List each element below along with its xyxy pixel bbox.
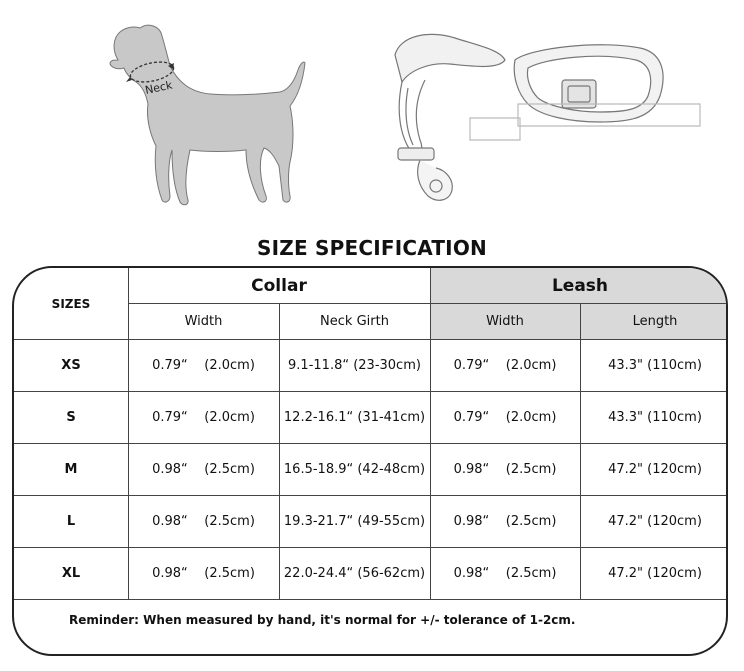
- neck-girth-header: Neck Girth: [320, 313, 389, 329]
- collar-width-cell: 0.79“ (2.0cm): [152, 409, 255, 425]
- length-cell: 43.3" (110cm): [608, 357, 702, 373]
- neck-girth-cell: 22.0-24.4“ (56-62cm): [283, 565, 426, 581]
- size-label-s: S: [66, 409, 76, 425]
- leash-width-cell: 0.98“ (2.5cm): [453, 513, 557, 529]
- collar-width-cell: 0.98“ (2.5cm): [152, 461, 255, 477]
- neck-label: Neck: [143, 78, 174, 97]
- neck-girth-cell: 12.2-16.1“ (31-41cm): [283, 409, 426, 425]
- collar-width-cell: 0.79“ (2.0cm): [152, 357, 255, 373]
- collar-width-cell: 0.98“ (2.5cm): [152, 565, 255, 581]
- length-cell: 47.2" (120cm): [608, 565, 702, 581]
- dog-silhouette-icon: [110, 25, 305, 205]
- neck-girth-cell: 19.3-21.7“ (49-55cm): [283, 513, 426, 529]
- leash-header: Leash: [551, 275, 609, 296]
- leash-width-cell: 0.98“ (2.5cm): [453, 461, 557, 477]
- collar-width-cell: 0.98“ (2.5cm): [152, 513, 255, 529]
- length-cell: 47.2" (120cm): [608, 513, 702, 529]
- collar-width-header: Width: [184, 313, 223, 329]
- sizes-header: SIZES: [51, 296, 91, 311]
- neck-girth-cell: 9.1-11.8“ (23-30cm): [288, 357, 421, 373]
- leash-width-cell: 0.98“ (2.5cm): [453, 565, 557, 581]
- leash-collar-sketch-icon: [395, 34, 700, 200]
- reminder-note: Reminder: When measured by hand, it's normal for +/- tolerance of 1-2cm.: [69, 613, 576, 627]
- size-table: [12, 266, 728, 656]
- leash-width-header: Width: [486, 313, 524, 329]
- product-illustrations: [0, 0, 744, 230]
- size-label-l: L: [66, 513, 76, 529]
- neck-girth-cell: 16.5-18.9“ (42-48cm): [283, 461, 426, 477]
- size-label-m: M: [64, 461, 78, 477]
- page-title: SIZE SPECIFICATION: [257, 236, 487, 260]
- collar-header: Collar: [251, 275, 307, 296]
- size-label-xl: XL: [61, 565, 81, 581]
- length-cell: 43.3" (110cm): [608, 409, 702, 425]
- leash-width-cell: 0.79“ (2.0cm): [453, 409, 557, 425]
- length-cell: 47.2" (120cm): [608, 461, 702, 477]
- size-label-xs: XS: [61, 357, 81, 373]
- length-header: Length: [632, 313, 678, 329]
- leash-width-cell: 0.79“ (2.0cm): [453, 357, 557, 373]
